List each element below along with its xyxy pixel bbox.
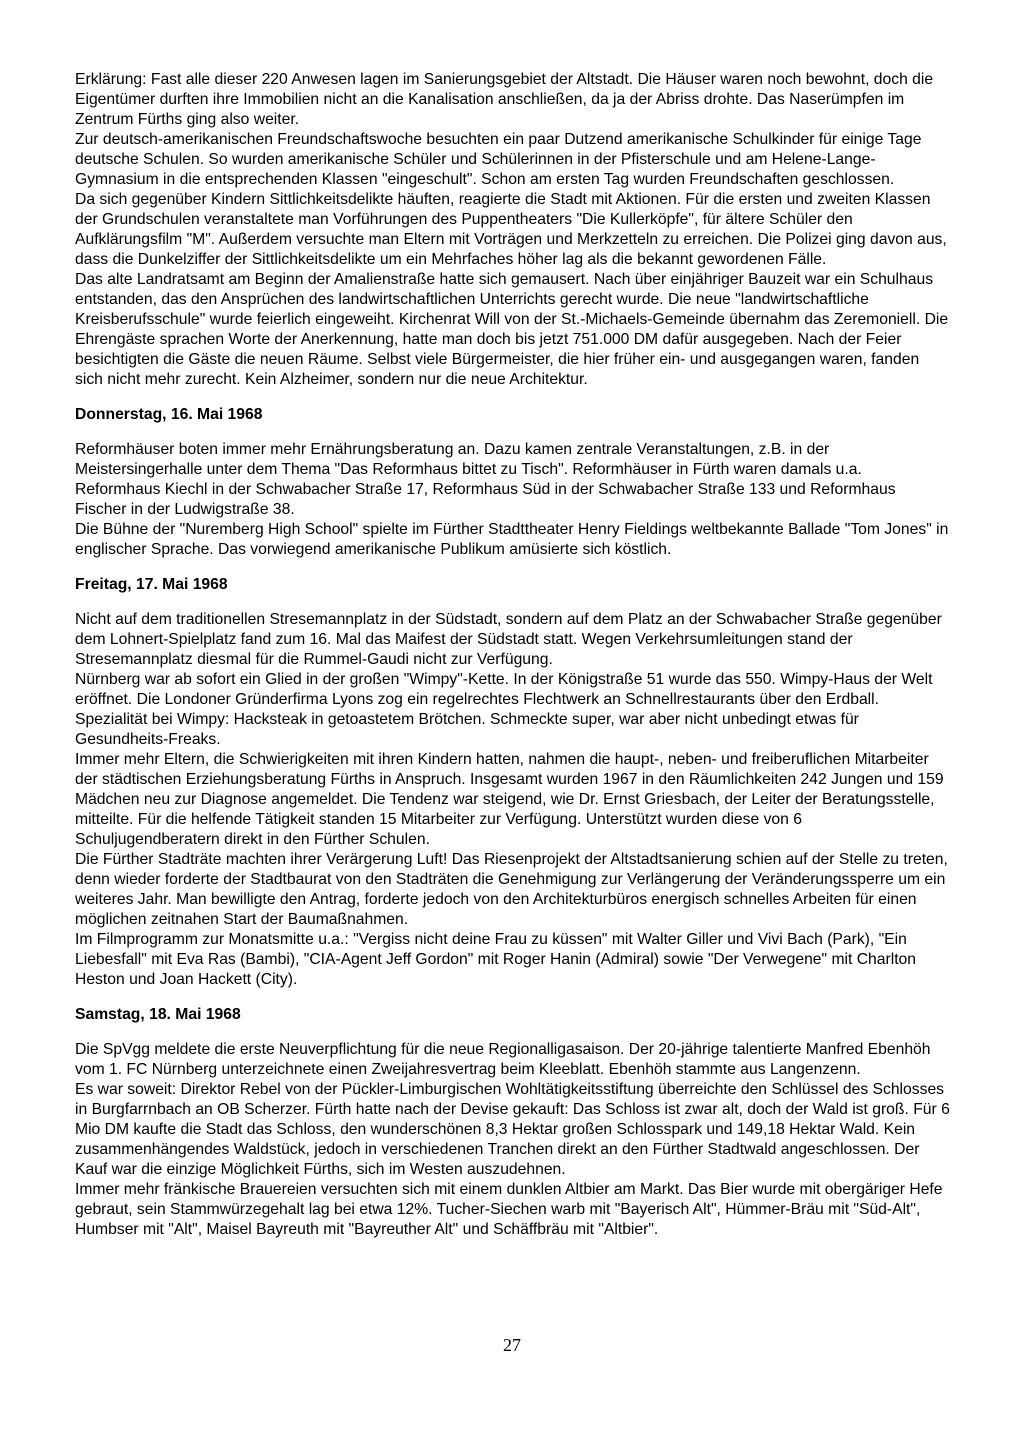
paragraph: Es war soweit: Direktor Rebel von der Pückler-Limburgischen Wohltätigkeitsstiftung überreichte den Schlüssel des Schlosses in Burgfarrnbach an OB Scherzer. Fürth hatte nach der Devise gekauft: Das Schloss ist zwar alt, doch der Wald ist groß. Für 6 Mio DM kaufte die Stadt das Schloss, den wunderschönen 8,3 Hektar großen Schlosspark und 149,18 Hektar Wald. Kein zusammenhängendes Waldstück, jedoch in verschiedenen Tranchen direkt an den Fürther Stadtwald angeschlossen. Der Kauf war die einzige Möglichkeit Fürths, sich im Westen auszudehnen. [75, 1081, 950, 1178]
paragraph: Immer mehr fränkische Brauereien versuchten sich mit einem dunklen Altbier am Markt. Das Bier wurde mit obergäriger Hefe gebraut, sein Stammwürzegehalt lag bei etwa 12%. Tucher-Siechen warb mit "Bayerisch Alt", Hümmer-Bräu mit "Süd-Alt", Humbser mit "Alt", Maisel Bayreuth mit "Bayreuther Alt" und Schäffbräu mit "Altbier". [75, 1181, 943, 1238]
paragraph: Zur deutsch-amerikanischen Freundschaftswoche besuchten ein paar Dutzend amerikanische Schulkinder für einige Tage deutsche Schulen. So wurden amerikanische Schüler und Schülerinnen in der Pfisterschule und am Helene-Lange-Gymnasium in die entsprechenden Klassen "eingeschult". Schon am ersten Tag wurden Freundschaften geschlossen. [75, 131, 922, 188]
paragraph: Im Filmprogramm zur Monatsmitte u.a.: "Vergiss nicht deine Frau zu küssen" mit Walter Giller und Vivi Bach (Park), "Ein Liebesfall" mit Eva Ras (Bambi), "CIA-Agent Jeff Gordon" mit Roger Hanin (Admiral) sowie "Der Verwegene" mit Charlton Heston und Joan Hackett (City). [75, 931, 917, 988]
paragraph: Immer mehr Eltern, die Schwierigkeiten mit ihren Kindern hatten, nahmen die haupt-, neben- und freiberuflichen Mitarbeiter der städtischen Erziehungsberatung Fürths in Anspruch. Insgesamt wurden 1967 in den Räumlichkeiten 242 Jungen und 159 Mädchen neu zur Diagnose angemeldet. Die Tendenz war steigend, wie Dr. Ernst Griesbach, der Leiter der Beratungsstelle, mitteilte. Für die helfende Tätigkeit standen 15 Mitarbeiter zur Verfügung. Unterstützt wurden diese von 6 Schuljugendberatern direkt in den Fürther Schulen. [75, 751, 944, 848]
paragraph: Erklärung: Fast alle dieser 220 Anwesen lagen im Sanierungsgebiet der Altstadt. Die Häuser waren noch bewohnt, doch die Eigentümer durften ihre Immobilien nicht an die Kanalisation anschließen, da ja der Abriss drohte. Das Naserümpfen im Zentrum Fürths ging also weiter. [75, 71, 934, 128]
paragraph: Reformhäuser boten immer mehr Ernährungsberatung an. Dazu kamen zentrale Veranstaltungen, z.B. in der Meistersingerhalle unter dem Thema "Das Reformhaus bittet zu Tisch". Reformhäuser in Fürth waren damals u.a. Reformhaus Kiechl in der Schwabacher Straße 17, Reformhaus Süd in der Schwabacher Straße 133 und Reformhaus Fischer in der Ludwigstraße 38. [75, 441, 896, 518]
paragraph: Die Fürther Stadträte machten ihrer Verärgerung Luft! Das Riesenprojekt der Altstadtsanierung schien auf der Stelle zu treten, denn wieder forderte der Stadtbaurat von den Stadträten die Genehmigung zur Verlängerung der Veränderungssperre um ein weiteres Jahr. Man bewilligte den Antrag, forderte jedoch von den Architekturbüros energisch schnelles Arbeiten für einen möglichen zeitnahen Start der Baumaßnahmen. [75, 851, 948, 928]
paragraph: Da sich gegenüber Kindern Sittlichkeitsdelikte häuften, reagierte die Stadt mit Aktionen. Für die ersten und zweiten Klassen der Grundschulen veranstaltete man Vorführungen des Puppentheaters "Die Kullerköpfe", für ältere Schüler den Aufklärungsfilm "M". Außerdem versuchte man Eltern mit Vorträgen und Merkzetteln zu erreichen. Die Polizei ging davon aus, dass die Dunkelziffer der Sittlichkeitsdelikte um ein Mehrfaches höher lag als die bekannt gewordenen Fälle. [75, 191, 947, 268]
section-heading-donnerstag-16-mai-1968: Donnerstag, 16. Mai 1968 [75, 406, 263, 423]
paragraph: Die SpVgg meldete die erste Neuverpflichtung für die neue Regionalligasaison. Der 20-jährige talentierte Manfred Ebenhöh vom 1. FC Nürnberg unterzeichnete einen Zweijahresvertrag beim Kleeblatt. Ebenhöh stammte aus Langenzenn. [75, 1041, 931, 1078]
paragraph: Das alte Landratsamt am Beginn der Amalienstraße hatte sich gemausert. Nach über einjähriger Bauzeit war ein Schulhaus entstanden, das den Ansprüchen des landwirtschaftlichen Unterrichts gerecht wurde. Die neue "landwirtschaftliche Kreisberufsschule" wurde feierlich eingeweiht. Kirchenrat Will von der St.-Michaels-Gemeinde übernahm das Zeremoniell. Die Ehrengäste sprachen Worte der Anerkennung, hatte man doch bis jetzt 751.000 DM dafür ausgegeben. Nach der Feier besichtigten die Gäste die neuen Räume. Selbst viele Bürgermeister, die hier früher ein- und ausgegangen waren, fanden sich nicht mehr zurecht. Kein Alzheimer, sondern nur die neue Architektur. [75, 271, 949, 388]
paragraph: Nicht auf dem traditionellen Stresemannplatz in der Südstadt, sondern auf dem Platz an der Schwabacher Straße gegenüber dem Lohnert-Spielplatz fand zum 16. Mal das Maifest der Südstadt statt. Wegen Verkehrsumleitungen stand der Stresemannplatz diesmal für die Rummel-Gaudi nicht zur Verfügung. [75, 611, 942, 668]
section-heading-freitag-17-mai-1968: Freitag, 17. Mai 1968 [75, 576, 228, 593]
paragraph: Nürnberg war ab sofort ein Glied in der großen "Wimpy"-Kette. In der Königstraße 51 wurde das 550. Wimpy-Haus der Welt eröffnet. Die Londoner Gründerfirma Lyons zog ein regelrechtes Flechtwerk an Schnellrestaurants über den Erdball. Spezialität bei Wimpy: Hacksteak in getoastetem Brötchen. Schmeckte super, war aber nicht unbedingt etwas für Gesundheits-Freaks. [75, 671, 933, 748]
page-number: 27 [503, 1335, 521, 1355]
section-heading-samstag-18-mai-1968: Samstag, 18. Mai 1968 [75, 1006, 241, 1023]
paragraph: Die Bühne der "Nuremberg High School" spielte im Fürther Stadttheater Henry Fieldings weltbekannte Ballade "Tom Jones" in englischer Sprache. Das vorwiegend amerikanische Publikum amüsierte sich köstlich. [75, 521, 949, 558]
